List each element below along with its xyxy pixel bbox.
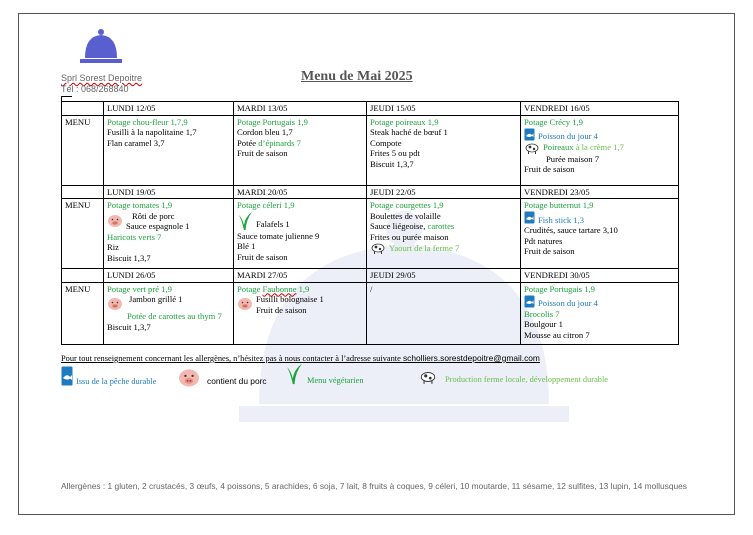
pig-icon <box>237 297 253 311</box>
menu-cell-fri-16 <box>521 115 679 185</box>
dish-line: Cordon bleu 1,7 <box>237 127 293 137</box>
dish-row <box>524 294 675 309</box>
day-header: JEUDI 22/05 <box>367 185 521 199</box>
dish-line: Boulgour 1 <box>524 319 563 329</box>
soup: Potage poireaux 1,9 <box>370 116 439 127</box>
bell-logo-icon <box>77 26 125 66</box>
day-header: LUNDI 19/05 <box>104 185 234 199</box>
cow-icon <box>370 242 386 254</box>
dish-line: Biscuit 1,3,7 <box>107 252 151 263</box>
menu-label: MENU <box>62 115 104 185</box>
empty-cell <box>62 102 104 116</box>
menu-cell-fri-23 <box>521 199 679 269</box>
dish-part: à la crème 1,7 <box>575 142 624 153</box>
dish-line: Fusilli bolognaise 1 <box>256 294 324 304</box>
legend-farm <box>419 370 608 384</box>
soup: Potage Portugais 1,9 <box>237 116 308 127</box>
pig-icon <box>107 214 123 228</box>
soup-part: 1,9 <box>296 283 310 294</box>
dish-line: Yaourt de la ferme 7 <box>389 242 460 253</box>
dish-part: Sauce liégeoise, <box>370 221 428 231</box>
week-1-days-row <box>62 102 679 116</box>
dish-line: Fruit de saison <box>524 164 575 174</box>
day-header: JEUDI 15/05 <box>367 102 521 116</box>
week-3-days-row <box>62 269 679 283</box>
veg-leaf-icon <box>237 211 253 231</box>
week-3-menu-row <box>62 282 679 344</box>
soup <box>237 284 363 295</box>
empty-cell <box>62 185 104 199</box>
dish-line: Compote <box>370 137 402 148</box>
legend-label: Production ferme locale, développement durable <box>445 374 609 384</box>
day-header: MARDI 27/05 <box>234 269 367 283</box>
dish-line: Potée de carottes au thym 7 <box>127 311 222 321</box>
dish-line: Sauce tomate julienne 9 <box>237 230 320 241</box>
dish-row <box>524 142 675 154</box>
menu-label: MENU <box>62 199 104 269</box>
menu-cell-thu-15 <box>367 115 521 185</box>
dish-line: Haricots verts 7 <box>107 231 162 242</box>
legend-label: contient du porc <box>207 376 267 386</box>
dish-line: Fusilli à la napolitaine 1,7 <box>107 127 197 137</box>
pig-icon <box>177 368 201 388</box>
menu-cell-mon-12 <box>104 115 234 185</box>
day-header: LUNDI 12/05 <box>104 102 234 116</box>
cow-icon <box>419 370 437 384</box>
dish-row <box>237 294 363 315</box>
legend-label: Menu végétarien <box>307 375 364 385</box>
dish-line: / <box>370 283 373 294</box>
soup: Potage chou-fleur 1,7,9 <box>107 116 188 127</box>
menu-cell-fri-30 <box>521 282 679 344</box>
dish-line: Sauce espagnole 1 <box>126 221 190 231</box>
dish-line: Steak haché de bœuf 1 <box>370 127 448 137</box>
dish-line: Fruit de saison <box>524 246 575 256</box>
soup-part: Faubonne <box>262 283 297 294</box>
soup: Potage céleri 1,9 <box>237 200 295 210</box>
menu-cell-thu-22 <box>367 199 521 269</box>
dish-fish: Fish stick 1,3 <box>538 214 585 225</box>
fish-label-icon <box>524 211 535 224</box>
soup: Potage butternut 1,9 <box>524 200 594 210</box>
dish-row <box>370 242 517 254</box>
dish-line: Purée maison 7 <box>546 153 599 164</box>
page-title: Menu de Mai 2025 <box>301 69 413 84</box>
dish-text <box>126 211 189 232</box>
dish-line: Riz <box>107 242 119 252</box>
dish-line <box>237 138 363 149</box>
dish-line: Boulettes de volaille <box>370 210 441 221</box>
company-phone: Tél : 068/268840 <box>61 84 129 94</box>
fish-label-icon <box>524 128 535 141</box>
dish-line <box>543 142 624 153</box>
menu-cell-tue-20 <box>234 199 367 269</box>
day-header: MARDI 20/05 <box>234 185 367 199</box>
menu-cell-tue-27 <box>234 282 367 344</box>
dish-line: Frites ou purée maison <box>370 231 449 242</box>
dish-line: Pdt natures <box>524 235 563 246</box>
dish-line <box>370 221 517 232</box>
legend-veg <box>285 362 364 386</box>
dish-line: Blé 1 <box>237 241 256 251</box>
document-page <box>18 13 735 515</box>
dish-line: Jambon grillé 1 <box>129 294 183 304</box>
dish-fish: Poisson du jour 4 <box>538 131 598 141</box>
dish-part: Poireaux <box>543 142 576 153</box>
dish-text <box>256 294 324 315</box>
dish-line: Biscuit 1,3,7 <box>370 158 414 169</box>
dish-part-local: carottes <box>427 221 455 231</box>
soup: Potage Crécy 1,9 <box>524 116 583 127</box>
menu-label: MENU <box>62 282 104 344</box>
dish-line: Frites 5 ou pdt <box>370 148 420 158</box>
legend-label: Issu de la pêche durable <box>76 376 157 386</box>
dish-row <box>524 211 675 226</box>
soup-part: Potage <box>237 283 263 294</box>
legend-fish <box>61 366 156 386</box>
menu-cell-mon-26 <box>104 282 234 344</box>
dish-row <box>237 211 363 231</box>
soup: Potage vert pré 1,9 <box>107 283 172 294</box>
dish-line: Flan caramel 3,7 <box>107 137 165 148</box>
fish-label-icon <box>61 366 73 386</box>
dish-line: Crudités, sauce tartare 3,10 <box>524 225 618 235</box>
dish-part-local: d’épinards 7 <box>258 137 301 148</box>
menu-table <box>61 101 679 345</box>
cow-icon <box>524 142 540 154</box>
day-header: VENDREDI 23/05 <box>521 185 679 199</box>
company-name: Sprl Sorest Depoitre <box>61 73 143 83</box>
dish-line: Brocolis 7 <box>524 308 560 319</box>
veg-leaf-icon <box>285 362 303 386</box>
dish-line: Biscuit 1,3,7 <box>107 321 151 332</box>
empty-cell <box>62 269 104 283</box>
soup: Potage Portugais 1,9 <box>524 283 595 294</box>
info-text: Pour tout renseignement concernant les allergènes, n’hésitez pas à nous contacter à l’adresse suivante <box>61 354 403 363</box>
company-block <box>61 73 142 95</box>
legend-pork <box>177 368 267 388</box>
dish-part: Potée <box>237 137 259 148</box>
menu-cell-thu-29 <box>367 282 521 344</box>
dish-line: Fruit de saison <box>256 304 307 315</box>
contact-email-link[interactable]: scholliers.sorestdepoitre@gmail.com <box>402 353 540 363</box>
dish-line: Mousse au citron 7 <box>524 329 590 340</box>
week-2-menu-row <box>62 199 679 269</box>
day-header: JEUDI 29/05 <box>367 269 521 283</box>
menu-cell-mon-19 <box>104 199 234 269</box>
dish-line: Rôti de porc <box>132 210 175 221</box>
menu-cell-tue-13 <box>234 115 367 185</box>
day-header: LUNDI 26/05 <box>104 269 234 283</box>
dish-line: Falafels 1 <box>256 219 290 230</box>
day-header: MARDI 13/05 <box>234 102 367 116</box>
soup: Potage courgettes 1,9 <box>370 200 444 210</box>
day-header: VENDREDI 16/05 <box>521 102 679 116</box>
fish-label-icon <box>524 295 535 308</box>
dish-row <box>107 294 230 311</box>
soup: Potage tomates 1,9 <box>107 200 173 210</box>
day-header: VENDREDI 30/05 <box>521 269 679 283</box>
week-1-menu-row <box>62 115 679 185</box>
week-2-days-row <box>62 185 679 199</box>
dish-row <box>524 127 675 142</box>
dish-row <box>107 211 230 232</box>
dish-fish: Poisson du jour 4 <box>538 298 598 308</box>
dish-line: Fruit de saison <box>237 251 288 262</box>
pig-icon <box>107 297 123 311</box>
dish-text <box>126 294 182 305</box>
allergens-footnote: Allergènes : 1 gluten, 2 crustacés, 3 œufs, 4 poissons, 5 arachides, 6 soja, 7 lait, 8 fruits à coques, 9 céleri, 10 moutarde, 11 sésame, 12 sulfites, 13 lupin, 14 mollusques <box>61 481 687 491</box>
dish-line: Fruit de saison <box>237 148 288 158</box>
